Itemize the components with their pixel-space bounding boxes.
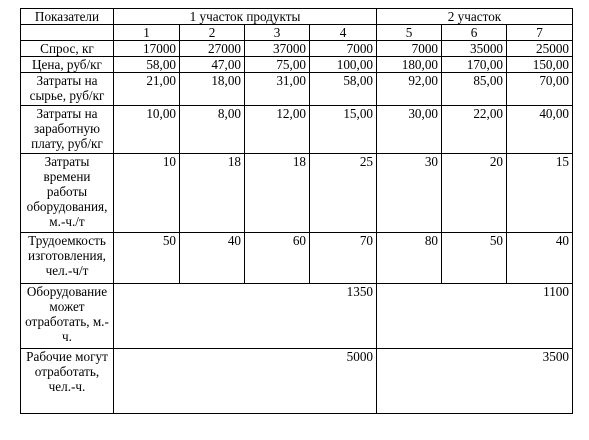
table-cell: 25 [310, 154, 377, 233]
section2-header: 2 участок [377, 9, 573, 25]
table-cell: 15,00 [310, 106, 377, 154]
capacity-section2: 3500 [377, 349, 573, 414]
product-number: 2 [180, 25, 245, 41]
row-label: Спрос, кг [21, 41, 114, 57]
product-number-row [21, 25, 573, 41]
capacity-section1: 1350 [114, 284, 377, 349]
table-cell: 150,00 [507, 57, 573, 73]
table-cell: 100,00 [310, 57, 377, 73]
table-row [21, 154, 573, 233]
product-number: 6 [442, 25, 507, 41]
table-cell: 12,00 [245, 106, 310, 154]
table-cell: 50 [114, 233, 180, 284]
table-cell: 21,00 [114, 73, 180, 106]
table-cell: 27000 [180, 41, 245, 57]
capacity-section2: 1100 [377, 284, 573, 349]
table-cell: 30 [377, 154, 442, 233]
table-cell: 30,00 [377, 106, 442, 154]
table-cell: 58,00 [114, 57, 180, 73]
product-number: 7 [507, 25, 573, 41]
table-cell: 20 [442, 154, 507, 233]
table-cell: 18,00 [180, 73, 245, 106]
table-cell: 18 [180, 154, 245, 233]
table-cell: 40 [180, 233, 245, 284]
empty-header-cell [21, 25, 114, 41]
capacity-row [21, 284, 573, 349]
table-cell: 22,00 [442, 106, 507, 154]
row-label: Трудоемкость изготовления, чел.-ч/т [21, 233, 114, 284]
table-cell: 35000 [442, 41, 507, 57]
table-cell: 31,00 [245, 73, 310, 106]
table-cell: 70,00 [507, 73, 573, 106]
table-cell: 40 [507, 233, 573, 284]
table-cell: 8,00 [180, 106, 245, 154]
capacity-section1: 5000 [114, 349, 377, 414]
table-cell: 180,00 [377, 57, 442, 73]
table-cell: 92,00 [377, 73, 442, 106]
product-number: 3 [245, 25, 310, 41]
row-label: Цена, руб/кг [21, 57, 114, 73]
data-table [20, 8, 573, 414]
table-cell: 10,00 [114, 106, 180, 154]
table-cell: 7000 [377, 41, 442, 57]
table-row [21, 41, 573, 57]
table-row [21, 106, 573, 154]
table-row [21, 57, 573, 73]
table-cell: 37000 [245, 41, 310, 57]
row-label: Затраты времени работы оборудования, м.-ч./т [21, 154, 114, 233]
table-cell: 70 [310, 233, 377, 284]
table-cell: 80 [377, 233, 442, 284]
table-cell: 47,00 [180, 57, 245, 73]
table-cell: 25000 [507, 41, 573, 57]
header-row [21, 9, 573, 25]
table-cell: 85,00 [442, 73, 507, 106]
table-cell: 50 [442, 233, 507, 284]
table-cell: 17000 [114, 41, 180, 57]
row-label: Оборудование может отработать, м.-ч. [21, 284, 114, 349]
table-cell: 10 [114, 154, 180, 233]
section1-header: 1 участок продукты [114, 9, 377, 25]
table-cell: 60 [245, 233, 310, 284]
table-cell: 40,00 [507, 106, 573, 154]
table-container [20, 8, 573, 414]
table-cell: 170,00 [442, 57, 507, 73]
table-row [21, 233, 573, 284]
table-cell: 18 [245, 154, 310, 233]
row-label: Затраты на сырье, руб/кг [21, 73, 114, 106]
indicators-header: Показатели [21, 9, 114, 25]
product-number: 1 [114, 25, 180, 41]
table-cell: 7000 [310, 41, 377, 57]
table-cell: 58,00 [310, 73, 377, 106]
row-label: Затраты на заработную плату, руб/кг [21, 106, 114, 154]
table-cell: 15 [507, 154, 573, 233]
table-row [21, 73, 573, 106]
capacity-row [21, 349, 573, 414]
row-label: Рабочие могут отработать, чел.-ч. [21, 349, 114, 414]
product-number: 5 [377, 25, 442, 41]
table-cell: 75,00 [245, 57, 310, 73]
product-number: 4 [310, 25, 377, 41]
